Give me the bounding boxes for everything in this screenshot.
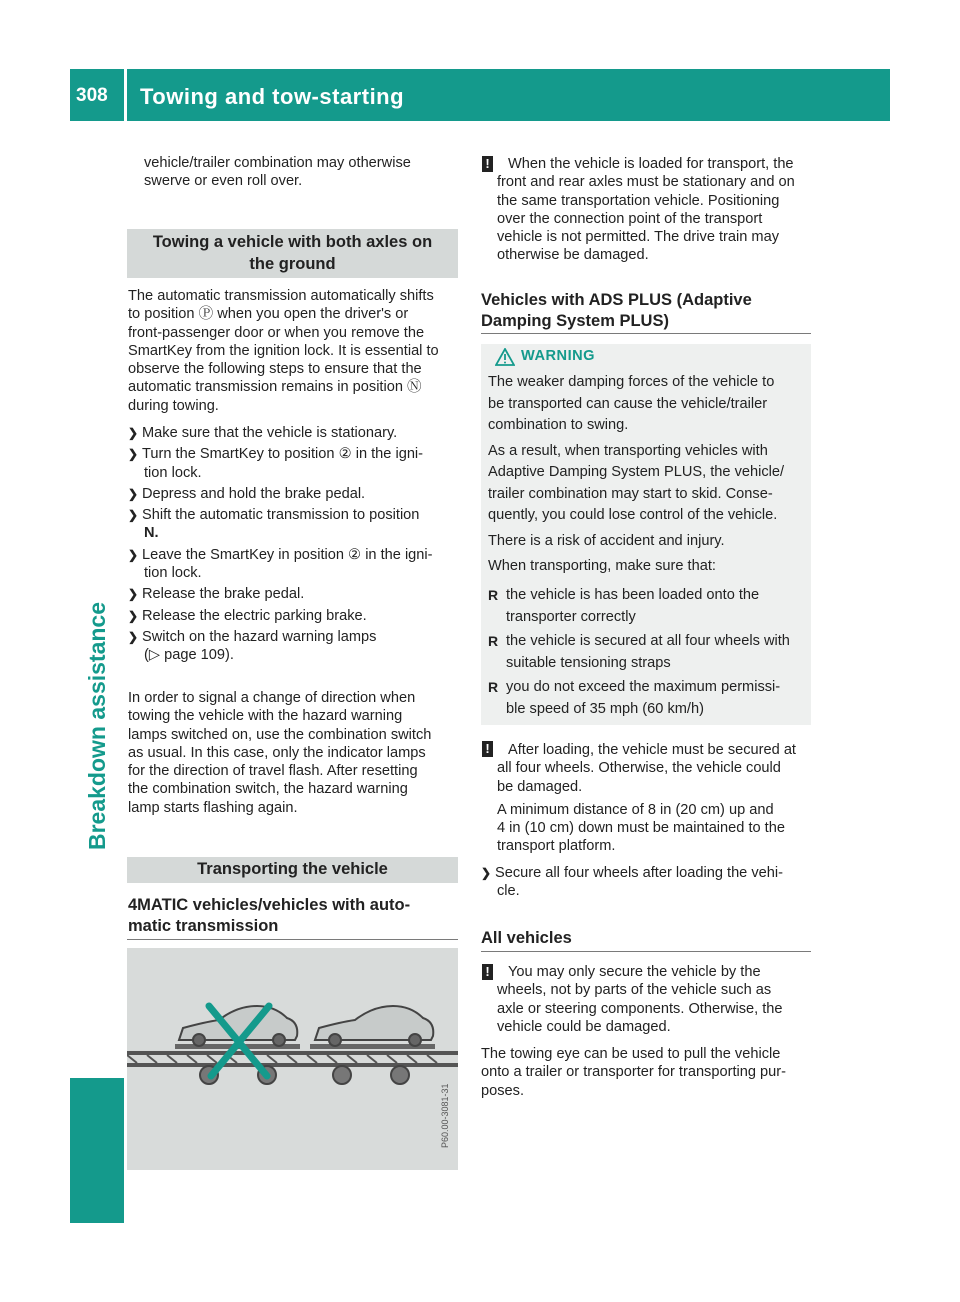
step-item: ❯ Switch on the hazard warning lamps (▷ page 109). [128, 628, 463, 665]
towing-steps [128, 424, 463, 668]
arrow-icon: ❯ [128, 608, 139, 623]
header-divider [124, 69, 127, 121]
subheading-rule [127, 939, 458, 940]
sidebar-section-label: Breakdown assistance [84, 601, 110, 850]
ads-heading-rule [481, 333, 811, 334]
step-secure-wheels: ❯ Secure all four wheels after loading the vehi- cle. [481, 865, 783, 900]
step-item: ❯ Turn the SmartKey to position ② in the igni- tion lock. [128, 446, 424, 481]
note-axles: When the vehicle is loaded for transport, the front and rear axles must be stationary and on the same transportation vehicle. Positioning over the connection point of the transport vehicle is not permitted. The drive train may otherwise be damaged. [497, 156, 795, 264]
hazard-paragraph: In order to signal a change of direction when towing the vehicle with the hazard warning lamps switched on, use the combination switch as usual. In this case, only the indicator lamps for the direction of travel flash. After resetting the combination switch, the hazard warning lamp starts flashing again. [128, 690, 432, 816]
figure-code: P60.00-3081-31 [440, 1083, 450, 1148]
step-item: ❯ Leave the SmartKey in position ② in the igni- tion lock. [128, 546, 433, 582]
all-vehicles-rule [481, 951, 811, 952]
page-reference-link[interactable]: (▷ page 109). [144, 647, 234, 664]
lower-rail [127, 1063, 458, 1067]
step-item: ❯ Depress and hold the brake pedal. [128, 485, 366, 502]
bullet-icon: R [488, 587, 499, 603]
heading-all-vehicles: All vehicles [481, 929, 572, 947]
bullet-icon: R [488, 679, 499, 695]
arrow-icon: ❯ [128, 508, 139, 523]
step-item: ❯ Shift the automatic transmission to position N. [128, 507, 420, 542]
note-after-loading: After loading, the vehicle must be secured at all four wheels. Otherwise, the vehicle could be damaged. A minimum distance of 8 in (20 cm) up and 4 in (10 cm) down must be maintained to the transport platform. [497, 742, 796, 855]
section-title-transport: Transporting the vehicle [197, 860, 388, 878]
page-number: 308 [76, 85, 108, 106]
step-item: ❯ Make sure that the vehicle is stationary. [128, 425, 398, 441]
transporter-wheels [200, 1066, 409, 1084]
towing-paragraph: The automatic transmission automatically shifts to position Ⓟ when you open the driver's or front-passenger door or when you remove the SmartKey from the ignition lock. It is essential to observe the following steps to ensure that the automatic transmission remains in position Ⓝ during towing. [128, 288, 439, 414]
transport-illustration [127, 948, 458, 1170]
upper-rail [127, 1051, 458, 1055]
car-transporter-diagram [127, 948, 458, 1170]
list-item: R you do not exceed the maximum permissi- ble speed of 35 mph (60 km/h) [488, 679, 781, 717]
warning-title: WARNING [521, 348, 596, 364]
arrow-icon: ❯ [128, 629, 139, 644]
caution-icon: ! [482, 741, 493, 757]
arrow-icon: ❯ [128, 547, 139, 562]
arrow-icon: ❯ [481, 866, 492, 880]
warning-text: The weaker damping forces of the vehicle to be transported can cause the vehicle/trailer combination to swing. As a result, when transporting vehicles with Adaptive Damping System PLUS, the vehicle/ trailer combination may start to skid. Conse- quently, you could lose control of the vehicle. There is a risk of accident and injury. When transporting, make sure that: [488, 374, 785, 574]
step-item: ❯ Release the electric parking brake. [128, 607, 367, 624]
subheading-4matic: 4MATIC vehicles/vehicles with auto- matic transmission [128, 896, 411, 935]
list-item: R the vehicle is secured at all four wheels with suitable tensioning straps [488, 633, 790, 671]
list-item: R the vehicle is has been loaded onto the transporter correctly [488, 587, 760, 625]
section-title-towing: Towing a vehicle with both axles on the ground [152, 233, 433, 273]
page-title: Towing and tow-starting [140, 84, 405, 109]
note-secure-by-wheels: You may only secure the vehicle by the wheels, not by parts of the vehicle such as axle or steering components. Otherwise, the vehicle could be damaged. [497, 964, 783, 1035]
bullet-icon: R [488, 633, 499, 649]
intro-text: vehicle/trailer combination may otherwise swerve or even roll over. [144, 155, 411, 190]
warning-bullets [488, 585, 808, 720]
arrow-icon: ❯ [128, 426, 139, 440]
arrow-icon: ❯ [128, 486, 139, 501]
towing-eye-paragraph: The towing eye can be used to pull the vehicle onto a trailer or transporter for transporting pur- poses. [481, 1046, 786, 1099]
arrow-icon: ❯ [128, 447, 139, 462]
caution-icon: ! [482, 156, 493, 172]
car-right [315, 1006, 433, 1046]
warning-triangle-icon [495, 348, 515, 366]
caution-icon: ! [482, 964, 493, 980]
heading-ads-plus: Vehicles with ADS PLUS (Adaptive Damping System PLUS) [481, 291, 752, 330]
sidebar-tab-block [70, 1078, 124, 1223]
step-item: ❯ Release the brake pedal. [128, 586, 305, 603]
arrow-icon: ❯ [128, 587, 139, 602]
rail-truss [127, 1055, 437, 1063]
